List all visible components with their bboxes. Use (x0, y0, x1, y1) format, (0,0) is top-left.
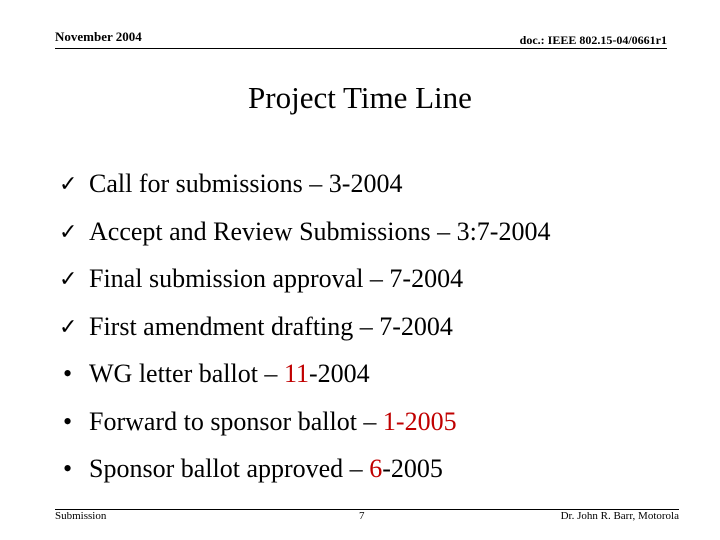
item-text: Forward to sponsor ballot – 1-2005 (89, 406, 457, 436)
item-text: Call for submissions – 3-2004 (89, 169, 403, 198)
page-number: 7 (359, 510, 365, 522)
highlight-date: 11 (283, 359, 309, 388)
highlight-date: 1-2005 (382, 406, 457, 436)
header-date: November 2004 (55, 29, 142, 44)
highlight-date: 6 (369, 454, 383, 483)
header-divider (55, 48, 667, 49)
list-item (55, 255, 550, 303)
check-icon: ✓ (59, 219, 78, 245)
footer-label: Submission (55, 510, 107, 522)
bullet-icon: • (63, 406, 73, 436)
item-text: Final submission approval – 7-2004 (89, 264, 464, 293)
list-item (55, 350, 550, 398)
header-doc-id: doc.: IEEE 802.15-04/0661r1 (519, 33, 667, 47)
list-item (55, 445, 550, 493)
check-icon: ✓ (59, 172, 78, 197)
check-icon: ✓ (59, 314, 78, 340)
item-text: First amendment drafting – 7-2004 (89, 311, 453, 341)
list-item (55, 398, 550, 446)
list-item (55, 160, 550, 208)
footer-author: Dr. John R. Barr, Motorola (560, 510, 679, 522)
timeline-list (55, 160, 550, 493)
item-text: Sponsor ballot approved – 6-2005 (89, 454, 443, 483)
bullet-icon: • (63, 359, 73, 388)
item-text: Accept and Review Submissions – 3:7-2004 (89, 216, 551, 246)
item-text: WG letter ballot – 11-2004 (89, 359, 370, 388)
bullet-icon: • (63, 454, 73, 483)
list-item (55, 303, 550, 351)
slide-title: Project Time Line (248, 80, 472, 115)
list-item (55, 208, 550, 256)
check-icon: ✓ (59, 267, 78, 292)
